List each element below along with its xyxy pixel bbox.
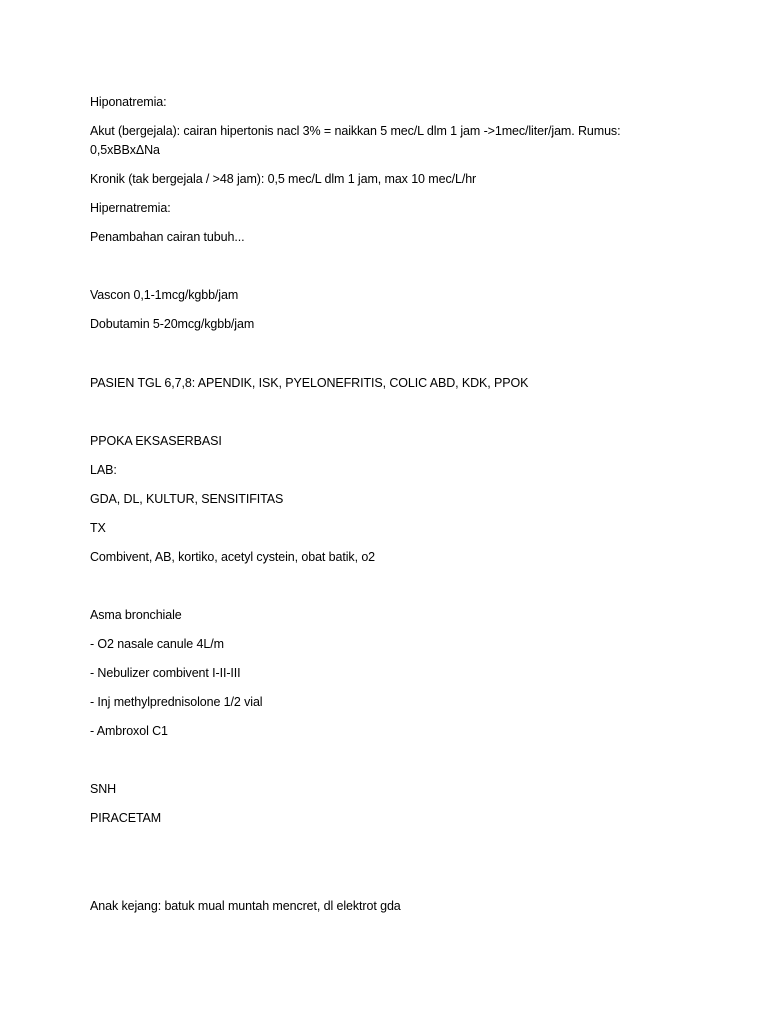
text-piracetam: PIRACETAM (90, 811, 162, 825)
text-akut: Akut (bergejala): cairan hipertonis nacl 3% = naikkan 5 mec/L dlm 1 jam ->1mec/liter/jam. Rumus: 0,5xBBxΔNa (90, 124, 624, 157)
text-dobutamin: Dobutamin 5-20mcg/kgbb/jam (90, 317, 255, 331)
text-tx-items: Combivent, AB, kortiko, acetyl cystein, obat batik, o2 (90, 550, 376, 564)
heading-hipernatremia: Hipernatremia: (90, 201, 171, 215)
heading-ppoka: PPOKA EKSASERBASI (90, 434, 222, 448)
text-anak-kejang: Anak kejang: batuk mual muntah mencret, dl elektrot gda (90, 899, 401, 913)
list-item-ambroxol: - Ambroxol C1 (90, 724, 168, 738)
heading-hiponatremia: Hiponatremia: (90, 95, 167, 109)
label-lab: LAB: (90, 463, 117, 477)
list-item-nebulizer: - Nebulizer combivent I-II-III (90, 666, 241, 680)
text-kronik: Kronik (tak bergejala / >48 jam): 0,5 mec/L dlm 1 jam, max 10 mec/L/hr (90, 172, 477, 186)
text-lab-items: GDA, DL, KULTUR, SENSITIFITAS (90, 492, 284, 506)
heading-snh: SNH (90, 782, 117, 796)
label-tx: TX (90, 521, 106, 535)
list-item-o2: - O2 nasale canule 4L/m (90, 637, 224, 651)
text-vascon: Vascon 0,1-1mcg/kgbb/jam (90, 288, 239, 302)
text-penambahan-cairan: Penambahan cairan tubuh... (90, 230, 245, 244)
text-pasien: PASIEN TGL 6,7,8: APENDIK, ISK, PYELONEFRITIS, COLIC ABD, KDK, PPOK (90, 376, 529, 390)
heading-asma: Asma bronchiale (90, 608, 182, 622)
list-item-methylprednisolone: - Inj methylprednisolone 1/2 vial (90, 695, 263, 709)
